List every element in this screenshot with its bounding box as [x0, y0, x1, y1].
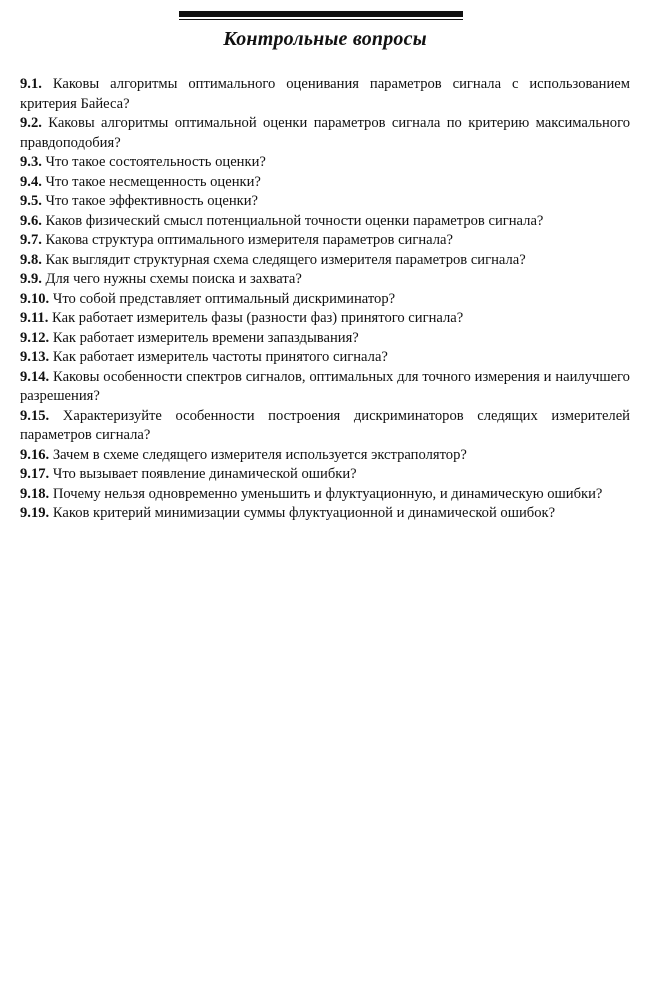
- question-item: [20, 485, 630, 505]
- question-text: Какова структура оптимального измерителя параметров сигнала?: [45, 232, 453, 248]
- question-number: 9.7.: [20, 232, 42, 248]
- question-number: 9.11.: [20, 310, 49, 326]
- question-text: Каковы алгоритмы оптимальной оценки параметров сигнала по критерию максимального правдоподобия?: [20, 115, 630, 151]
- question-item: [20, 212, 630, 232]
- question-number: 9.15.: [20, 407, 50, 424]
- question-text: Каков физический смысл потенциальной точности оценки параметров сигнала?: [45, 212, 544, 229]
- question-number: 9.16.: [20, 446, 50, 463]
- question-text: Как выглядит структурная схема следящего измерителя параметров сигнала?: [45, 251, 526, 268]
- question-number: 9.4.: [20, 173, 42, 190]
- question-number: 9.6.: [20, 212, 42, 229]
- question-item: [20, 329, 630, 349]
- question-text: Почему нельзя одновременно уменьшить и флуктуационную, и динамическую ошибки?: [52, 485, 603, 502]
- question-item: [20, 348, 630, 368]
- question-text: Характеризуйте особенности построения дискриминаторов следящих измерителей параметров сигнала?: [20, 407, 630, 443]
- question-number: 9.19.: [20, 505, 50, 521]
- question-text: Как работает измеритель времени запаздывания?: [52, 329, 359, 346]
- question-number: 9.13.: [20, 349, 50, 365]
- question-text: Каковы особенности спектров сигналов, оптимальных для точного измерения и наилучшего разрешения?: [20, 368, 630, 404]
- question-text: Что вызывает появление динамической ошибки?: [52, 466, 357, 482]
- question-item: [20, 251, 630, 271]
- question-item: [20, 446, 630, 466]
- header-rule: [179, 11, 463, 17]
- question-number: 9.5.: [20, 193, 42, 209]
- question-text: Что такое состоятельность оценки?: [45, 154, 266, 170]
- question-number: 9.17.: [20, 466, 50, 482]
- questions-list: [20, 75, 630, 524]
- question-item: [20, 368, 630, 407]
- question-item: [20, 270, 630, 290]
- question-item: [20, 504, 630, 524]
- question-item: [20, 407, 630, 446]
- question-text: Каковы алгоритмы оптимального оценивания параметров сигнала с использованием критерия Байеса?: [20, 76, 630, 112]
- question-item: [20, 231, 630, 251]
- question-text: Для чего нужны схемы поиска и захвата?: [45, 271, 302, 287]
- header-rule-thin: [179, 19, 463, 20]
- question-number: 9.14.: [20, 368, 50, 385]
- question-text: Как работает измеритель частоты принятого сигнала?: [52, 349, 388, 365]
- question-number: 9.8.: [20, 251, 42, 268]
- question-text: Каков критерий минимизации суммы флуктуационной и динамической ошибок?: [52, 505, 556, 521]
- question-item: [20, 309, 630, 329]
- question-item: [20, 192, 630, 212]
- question-text: Что такое несмещенность оценки?: [45, 173, 261, 190]
- question-item: [20, 465, 630, 485]
- question-item: [20, 173, 630, 193]
- question-number: 9.10.: [20, 290, 50, 307]
- question-text: Что собой представляет оптимальный дискриминатор?: [52, 290, 396, 307]
- question-item: [20, 75, 630, 114]
- question-text: Что такое эффективность оценки?: [45, 193, 259, 209]
- question-number: 9.1.: [20, 76, 42, 92]
- question-number: 9.3.: [20, 154, 42, 170]
- question-number: 9.2.: [20, 115, 42, 131]
- question-item: [20, 153, 630, 173]
- question-text: Как работает измеритель фазы (разности фаз) принятого сигнала?: [52, 310, 464, 326]
- question-item: [20, 114, 630, 153]
- question-number: 9.9.: [20, 271, 42, 287]
- question-item: [20, 290, 630, 310]
- question-number: 9.18.: [20, 485, 50, 502]
- section-title: Контрольные вопросы: [223, 28, 427, 50]
- question-number: 9.12.: [20, 329, 50, 346]
- question-text: Зачем в схеме следящего измерителя используется экстраполятор?: [52, 446, 467, 463]
